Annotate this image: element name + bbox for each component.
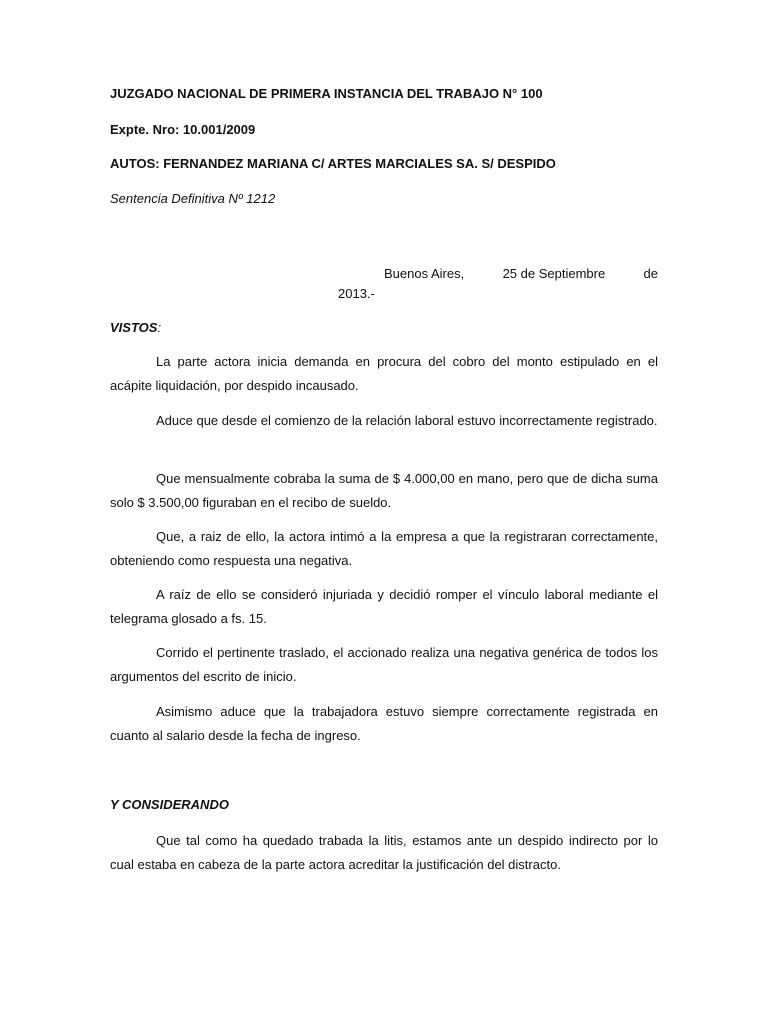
date-de: de xyxy=(643,266,658,281)
vistos-heading xyxy=(110,320,161,336)
vistos-paragraph-5: A raíz de ello se consideró injuriada y decidió romper el vínculo laboral mediante el telegrama glosado a fs. 15. xyxy=(110,587,658,626)
vistos-colon: : xyxy=(157,320,162,335)
date-city: Buenos Aires, xyxy=(384,266,465,281)
date-day: 25 de Septiembre xyxy=(502,266,606,281)
date-line xyxy=(110,262,658,302)
considerando-heading: Y CONSIDERANDO xyxy=(110,797,229,812)
vistos-paragraph-1: La parte actora inicia demanda en procura del cobro del monto estipulado en el acápite liquidación, por despido incausado. xyxy=(110,354,658,393)
vistos-paragraph-4: Que, a raiz de ello, la actora intimó a la empresa a que la registraran correctamente, obteniendo como respuesta una negativa. xyxy=(110,529,658,568)
vistos-paragraph-2: Aduce que desde el comienzo de la relación laboral estuvo incorrectamente registrado. xyxy=(156,413,658,428)
case-number: Expte. Nro: 10.001/2009 xyxy=(110,122,256,137)
date-row xyxy=(384,262,658,286)
vistos-paragraph-7: Asimismo aduce que la trabajadora estuvo siempre correctamente registrada en cuanto al salario desde la fecha de ingreso. xyxy=(110,704,658,743)
considerando-paragraph-1: Que tal como ha quedado trabada la litis, estamos ante un despido indirecto por lo cual estaba en cabeza de la parte actora acreditar la justificación del distracto. xyxy=(110,833,658,872)
document-page xyxy=(110,0,658,1024)
case-parties: AUTOS: FERNANDEZ MARIANA C/ ARTES MARCIALES SA. S/ DESPIDO xyxy=(110,156,556,171)
court-heading: JUZGADO NACIONAL DE PRIMERA INSTANCIA DEL TRABAJO N° 100 xyxy=(110,86,543,101)
vistos-paragraph-3: Que mensualmente cobraba la suma de $ 4.000,00 en mano, pero que de dicha suma solo $ 3.500,00 figuraban en el recibo de sueldo. xyxy=(110,471,658,510)
vistos-paragraph-6: Corrido el pertinente traslado, el accionado realiza una negativa genérica de todos los argumentos del escrito de inicio. xyxy=(110,645,658,684)
vistos-title: VISTOS xyxy=(110,320,158,335)
sentence-number: Sentencia Definitiva Nº 1212 xyxy=(110,191,276,206)
date-year: 2013.- xyxy=(338,286,375,301)
